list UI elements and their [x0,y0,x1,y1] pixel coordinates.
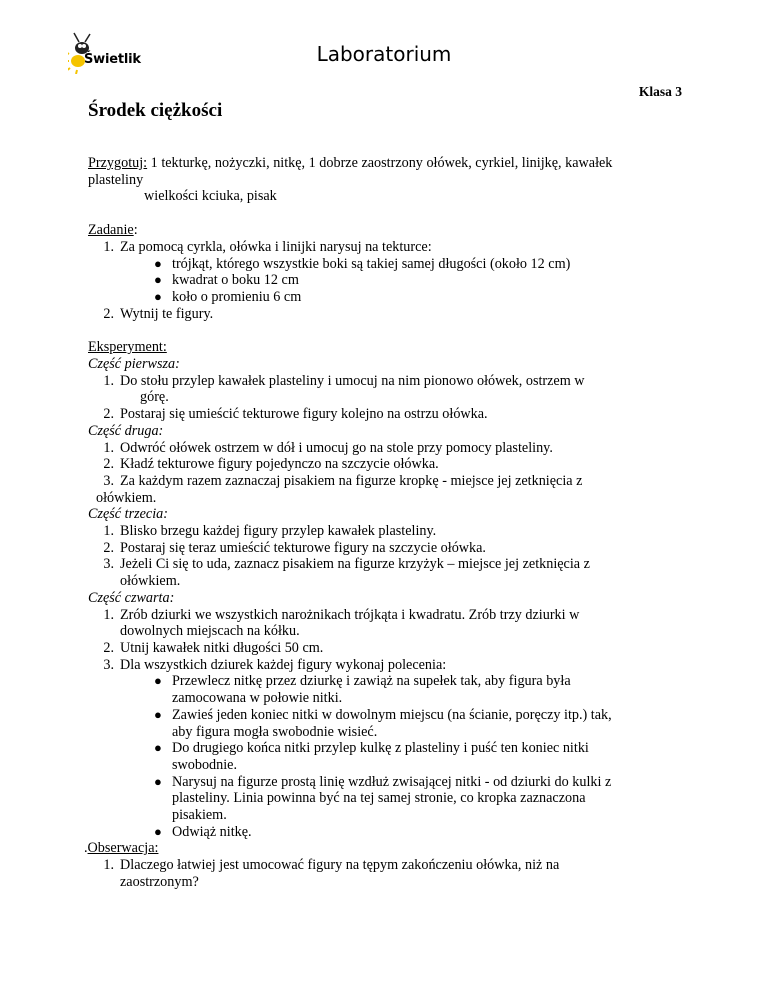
part4-item-1-cont: dowolnych miejscach na kółku. [120,623,300,640]
list-text: Dla wszystkich dziurek każdej figury wykonaj polecenia: [120,656,447,673]
page-header-title: Laboratorium [316,42,452,66]
part4-bullet-3-cont: swobodnie. [172,756,238,773]
part4-bullet-1 [88,673,698,690]
logo-text: Świetlik [84,52,141,67]
part1-item-2 [88,406,698,423]
part2-item-2 [88,456,698,473]
part2-item-3-cont: ołówkiem. [96,489,157,506]
observation-item-1 [88,857,698,874]
prepare-line-1 [88,155,698,172]
task-item-2 [88,306,698,323]
part2-heading: Część druga: [88,422,164,439]
part2-item-1 [88,440,698,457]
part1-heading: Część pierwsza: [88,356,180,373]
bullet-icon: ● [154,773,162,789]
list-number: 1. [103,238,114,255]
list-text: Postaraj się umieścić tekturowe figury kolejno na ostrzu ołówka. [120,406,488,423]
list-text: trójkąt, którego wszystkie boki są takiej samej długości (około 12 cm) [172,255,571,272]
list-text: Blisko brzegu każdej figury przylep kawałek plasteliny. [120,523,437,540]
part3-heading: Część trzecia: [88,506,168,523]
part4-bullet-2 [88,707,698,724]
prepare-text-1: 1 tekturkę, nożyczki, nitkę, 1 dobrze zaostrzony ołówek, cyrkiel, linijkę, kawałek [147,155,613,171]
part4-item-3 [88,657,698,674]
task-colon: : [133,222,138,239]
task-bullet-2 [88,272,698,289]
list-text: Do drugiego końca nitki przylep kulkę z plasteliny i puść ten koniec nitki [172,740,589,757]
bullet-icon: ● [154,823,162,839]
list-number: 1. [103,857,114,874]
list-number: 3. [103,656,114,673]
list-text: Kładź tekturowe figury pojedynczo na szczycie ołówka. [120,456,439,473]
observation-heading [84,840,698,857]
list-number: 2. [103,639,114,656]
list-number: 3. [103,472,114,489]
part2-item-3 [88,473,698,490]
experiment-heading: Eksperyment: [88,339,167,356]
document-body [84,155,698,891]
part1-item-1 [88,373,698,390]
part4-item-2 [88,640,698,657]
list-number: 2. [103,456,114,473]
task-bullet-3 [88,289,698,306]
prepare-line-2: plasteliny [88,171,144,188]
part3-item-3 [88,556,698,573]
list-number: 1. [103,523,114,540]
part4-bullet-1-cont: zamocowana w połowie nitki. [172,690,343,707]
part3-item-3-cont: ołówkiem. [120,573,181,590]
task-label: Zadanie [88,222,134,239]
list-number: 2. [103,406,114,423]
list-text: Postaraj się teraz umieścić tekturowe figury na szczycie ołówka. [120,539,486,556]
list-text: kwadrat o boku 12 cm [172,272,299,289]
list-number: 1. [103,372,114,389]
part3-item-1 [88,523,698,540]
part4-item-1 [88,607,698,624]
bullet-icon: ● [154,740,162,756]
list-text: Wytnij te figury. [120,305,214,322]
bullet-icon: ● [154,288,162,304]
list-text: Za pomocą cyrkla, ołówka i linijki narysuj na tekturce: [120,238,432,255]
list-text: Do stołu przylep kawałek plasteliny i umocuj na nim pionowo ołówek, ostrzem w [120,372,585,389]
part4-bullet-4-cont2: pisakiem. [172,807,227,824]
observation-prefix: . [84,840,88,857]
list-number: 2. [103,305,114,322]
document-title: Środek ciężkości [88,100,223,121]
bullet-icon: ● [154,673,162,689]
list-text: Odwróć ołówek ostrzem w dół i umocuj go na stole przy pomocy plasteliny. [120,439,553,456]
observation-label: Obserwacja: [87,840,159,857]
list-text: Zrób dziurki we wszystkich narożnikach trójkąta i kwadratu. Zrób trzy dziurki w [120,606,580,623]
task-item-1 [88,239,698,256]
part4-bullet-4 [88,774,698,791]
bullet-icon: ● [154,255,162,271]
list-text: Utnij kawałek nitki długości 50 cm. [120,639,324,656]
list-text: koło o promieniu 6 cm [172,288,302,305]
part1-item-1-cont: górę. [140,389,169,406]
list-text: Jeżeli Ci się to uda, zaznacz pisakiem na figurze krzyżyk – miejsce jej zetknięcia z [120,556,590,573]
list-number: 1. [103,606,114,623]
observation-item-1-cont: zaostrzonym? [120,873,199,890]
list-text: Przewlecz nitkę przez dziurkę i zawiąż na supełek tak, aby figura była [172,673,571,690]
part4-bullet-2-cont: aby figura mogła swobodnie wisieć. [172,723,378,740]
list-text: Narysuj na figurze prostą linię wzdłuż zwisającej nitki - od dziurki do kulki z [172,773,612,790]
part4-heading: Część czwarta: [88,589,175,606]
list-text: Za każdym razem zaznaczaj pisakiem na figurze kropkę - miejsce jej zetknięcia z [120,472,583,489]
list-number: 3. [103,556,114,573]
list-text: Dlaczego łatwiej jest umocować figury na tępym zakończeniu ołówka, niż na [120,857,560,874]
task-heading [88,222,698,239]
part4-bullet-3 [88,740,698,757]
prepare-line-3: wielkości kciuka, pisak [144,188,277,205]
list-number: 1. [103,439,114,456]
list-text: Zawieś jeden koniec nitki w dowolnym miejscu (na ścianie, poręczy itp.) tak, [172,706,612,723]
list-text: Odwiąż nitkę. [172,823,252,840]
part3-item-2 [88,540,698,557]
prepare-label: Przygotuj: [88,155,148,171]
list-number: 2. [103,539,114,556]
bullet-icon: ● [154,272,162,288]
part4-bullet-5 [88,824,698,841]
part4-bullet-4-cont: plasteliny. Linia powinna być na tej samej stronie, co kropka zaznaczona [172,790,586,807]
task-bullet-1 [88,256,698,273]
class-label: Klasa 3 [638,84,682,99]
bullet-icon: ● [154,706,162,722]
